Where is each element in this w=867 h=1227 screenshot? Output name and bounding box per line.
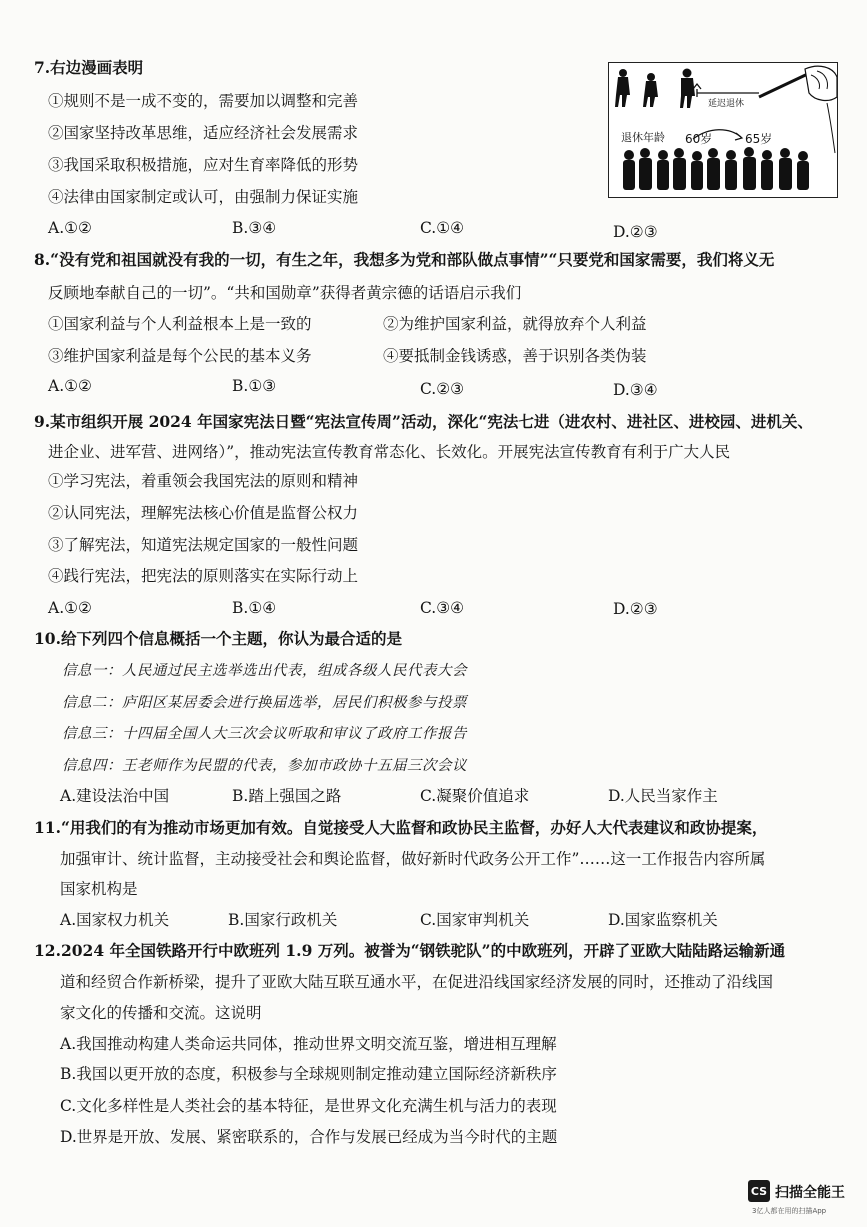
q9-option-d: D.②③	[613, 600, 658, 618]
q8-option-d: D.③④	[613, 381, 658, 399]
q7-item-2: ②国家坚持改革思维，适应经济社会发展需求	[48, 124, 359, 142]
q7-option-b: B.③④	[232, 219, 277, 237]
retirement-cartoon	[608, 62, 838, 198]
cartoon-sign-text: 延迟退休	[708, 99, 745, 109]
cartoon-age-65: 65岁	[745, 132, 773, 146]
q12-option-c: C.文化多样性是人类社会的基本特征，是世界文化充满生机与活力的表现	[60, 1097, 557, 1115]
q8-item-3: ③维护国家利益是每个公民的基本义务	[48, 347, 312, 365]
q11-stem-line-1: 11.“用我们的有为推动市场更加有效。自觉接受人大监督和政协民主监督，办好人大代表建议和政协提案，	[34, 818, 768, 837]
q8-item-2: ②为维护国家利益，就得放弃个人利益	[383, 315, 647, 333]
q12-stem-line-1: 12.2024 年全国铁路开行中欧班列 1.9 万列。被誉为“钢铁驼队”的中欧班列，开辟了亚欧大陆陆路运输新通	[34, 941, 786, 960]
cartoon-label: 退休年龄	[621, 131, 665, 144]
q7-option-a: A.①②	[48, 219, 92, 237]
q9-option-c: C.③④	[420, 599, 465, 617]
scanner-watermark	[748, 1180, 858, 1220]
cartoon-age-60: 60岁	[685, 132, 713, 146]
q10-info-2: 信息二：庐阳区某居委会进行换届选举，居民们积极参与投票	[62, 695, 467, 711]
q9-item-3: ③了解宪法，知道宪法规定国家的一般性问题	[48, 536, 359, 554]
q9-stem-line-2: 进企业、进军营、进网络）”，推动宪法宣传教育常态化、长效化。开展宪法宣传教育有利于广大人民	[48, 443, 731, 461]
q9-option-b: B.①④	[232, 599, 277, 617]
q11-option-b: B.国家行政机关	[228, 911, 338, 929]
q9-item-4: ④践行宪法，把宪法的原则落实在实际行动上	[48, 567, 359, 585]
q11-stem-line-3: 国家机构是	[60, 880, 138, 898]
q8-stem-line-2: 反顾地奉献自己的一切”。“共和国勋章”获得者黄宗德的话语启示我们	[48, 284, 522, 302]
q10-option-c: C.凝聚价值追求	[420, 787, 530, 805]
q8-stem-line-1: 8.“没有党和祖国就没有我的一切，有生之年，我想多为党和部队做点事情”“只要党和国家需要，我们将义无	[34, 250, 775, 269]
q10-option-a: A.建设法治中国	[60, 787, 170, 805]
q12-option-a: A.我国推动构建人类命运共同体，推动世界文明交流互鉴，增进相互理解	[60, 1035, 557, 1053]
q9-item-1: ①学习宪法，着重领会我国宪法的原则和精神	[48, 472, 359, 490]
camscanner-name: 扫描全能王	[775, 1185, 845, 1201]
q8-option-a: A.①②	[48, 377, 92, 395]
q7-item-4: ④法律由国家制定或认可，由强制力保证实施	[48, 188, 359, 206]
q8-option-b: B.①③	[232, 377, 277, 395]
q12-option-b: B.我国以更开放的态度，积极参与全球规则制定推动建立国际经济新秩序	[60, 1065, 557, 1083]
q8-item-1: ①国家利益与个人利益根本上是一致的	[48, 315, 312, 333]
q9-stem-line-1: 9.某市组织开展 2024 年国家宪法日暨“宪法宣传周”活动，深化“宪法七进（进农村、进社区、进校园、进机关、	[34, 412, 813, 431]
q7-stem: 7.右边漫画表明	[34, 58, 144, 77]
q8-item-4: ④要抵制金钱诱惑，善于识别各类伪装	[383, 347, 647, 365]
q7-option-d: D.②③	[613, 223, 658, 241]
q10-info-3: 信息三：十四届全国人大三次会议听取和审议了政府工作报告	[62, 726, 467, 742]
q11-option-a: A.国家权力机关	[60, 911, 170, 929]
q12-stem-line-2: 道和经贸合作新桥梁，提升了亚欧大陆互联互通水平，在促进沿线国家经济发展的同时，还推动了沿线国	[60, 973, 774, 991]
q11-option-d: D.国家监察机关	[608, 911, 718, 929]
q9-option-a: A.①②	[48, 599, 92, 617]
q11-stem-line-2: 加强审计、统计监督，主动接受社会和舆论监督，做好新时代政务公开工作”……这一工作报告内容所属	[60, 850, 766, 868]
q7-item-1: ①规则不是一成不变的，需要加以调整和完善	[48, 92, 359, 110]
q7-option-c: C.①④	[420, 219, 465, 237]
q8-option-c: C.②③	[420, 380, 465, 398]
q12-stem-line-3: 家文化的传播和交流。这说明	[60, 1004, 262, 1022]
q10-option-b: B.踏上强国之路	[232, 787, 342, 805]
q10-stem: 10.给下列四个信息概括一个主题，你认为最合适的是	[34, 629, 402, 648]
q10-info-4: 信息四：王老师作为民盟的代表，参加市政协十五届三次会议	[62, 758, 467, 774]
q12-option-d: D.世界是开放、发展、紧密联系的，合作与发展已经成为当今时代的主题	[60, 1128, 558, 1146]
q11-option-c: C.国家审判机关	[420, 911, 530, 929]
q9-item-2: ②认同宪法，理解宪法核心价值是监督公权力	[48, 504, 359, 522]
camscanner-logo: CS	[748, 1180, 770, 1202]
camscanner-tagline: 3亿人都在用的扫描App	[752, 1207, 827, 1215]
q10-info-1: 信息一：人民通过民主选举选出代表，组成各级人民代表大会	[62, 663, 467, 679]
q7-item-3: ③我国采取积极措施，应对生育率降低的形势	[48, 156, 359, 174]
q10-option-d: D.人民当家作主	[608, 787, 718, 805]
